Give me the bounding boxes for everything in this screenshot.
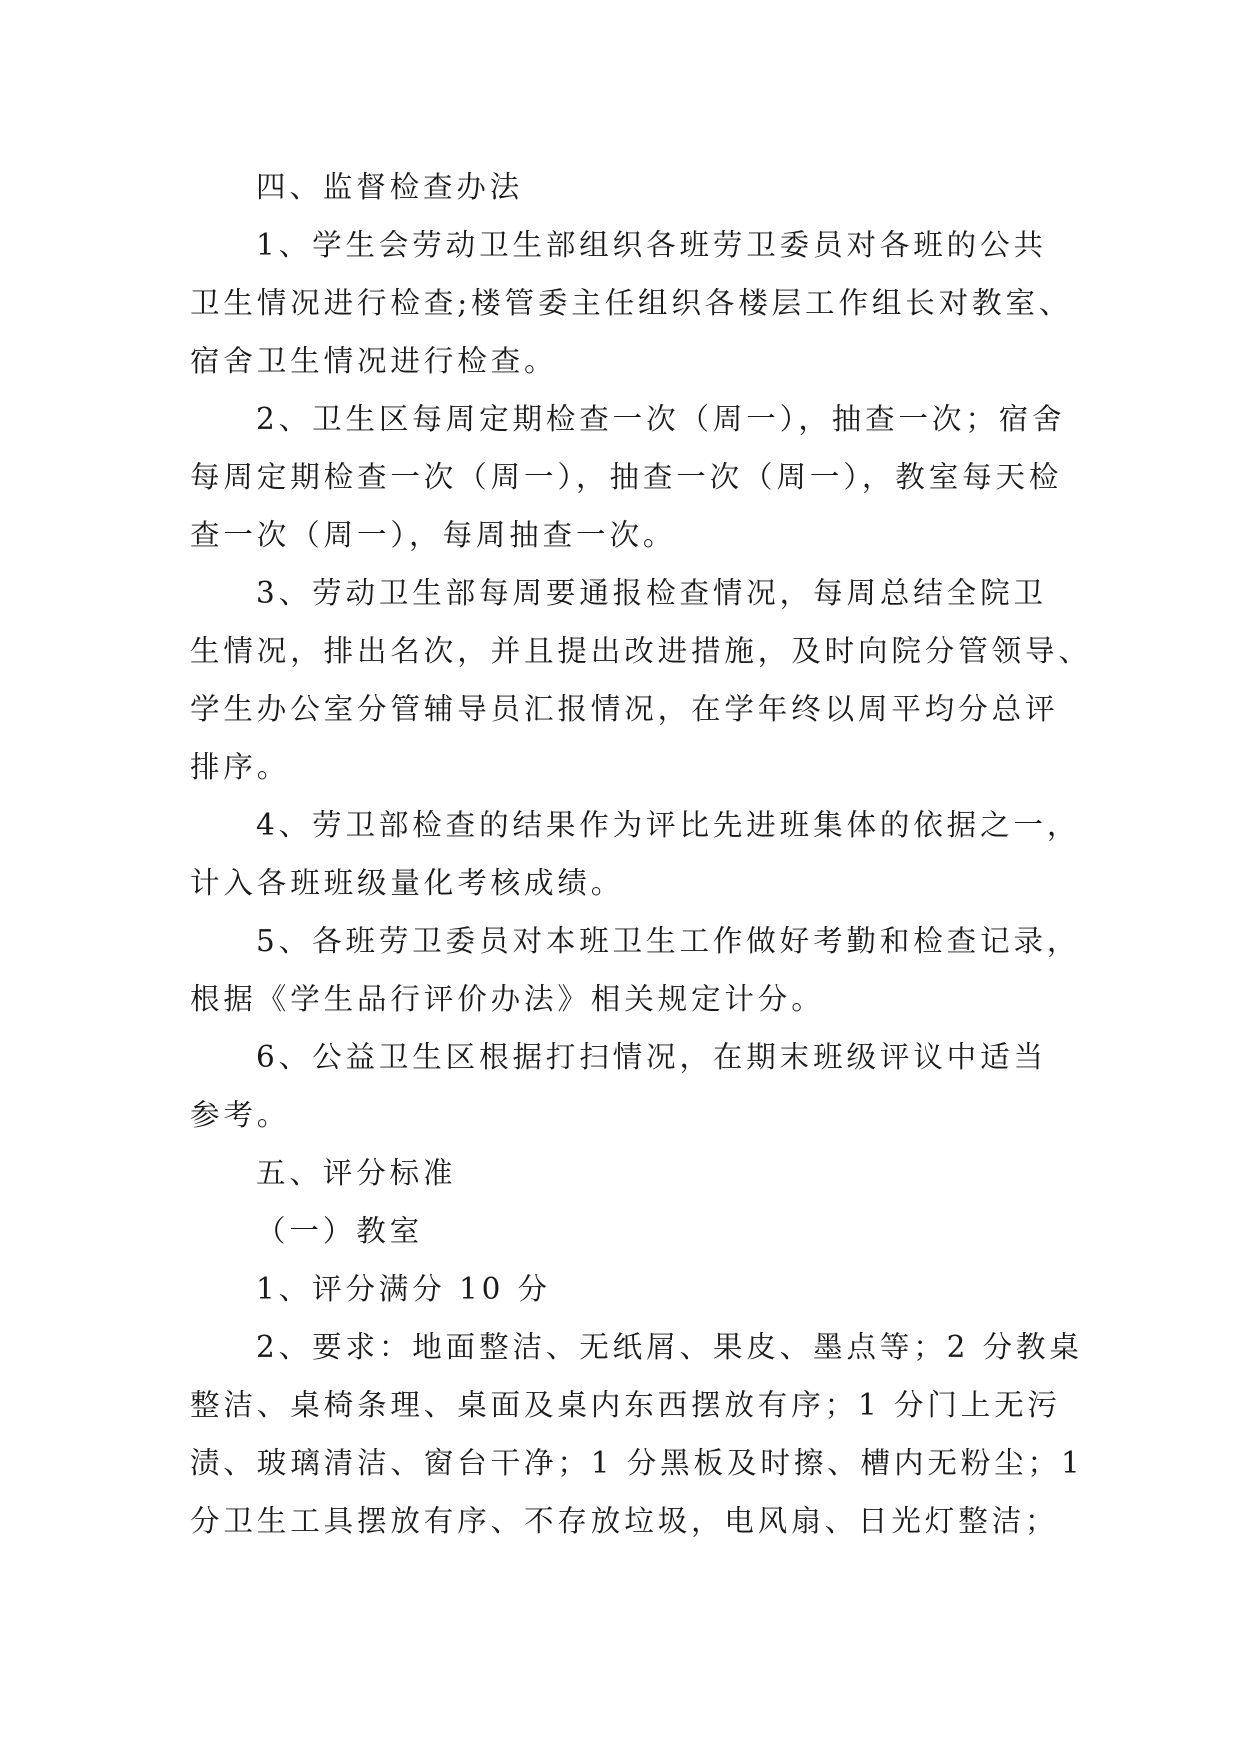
document-body xyxy=(190,158,1090,1550)
text-line: 渍、玻璃清洁、窗台干净；1 分黑板及时擦、槽内无粉尘；1 xyxy=(190,1446,1084,1480)
text-line: 4、劳卫部检查的结果作为评比先进班集体的依据之一， xyxy=(256,808,1081,842)
paragraph xyxy=(190,796,1090,912)
paragraph xyxy=(190,158,1090,216)
text-line: 6、公益卫生区根据打扫情况，在期末班级评议中适当 xyxy=(256,1040,1047,1074)
paragraph xyxy=(190,1260,1090,1318)
paragraph xyxy=(190,564,1090,796)
text-line: 卫生情况进行检查;楼管委主任组织各楼层工作组长对教室、 xyxy=(190,286,1073,320)
text-line: 宿舍卫生情况进行检查。 xyxy=(190,344,558,378)
text-line: 参考。 xyxy=(190,1098,291,1132)
text-line: 学生办公室分管辅导员汇报情况，在学年终以周平均分总评 xyxy=(190,692,1059,726)
text-line: 1、评分满分 10 分 xyxy=(256,1272,551,1306)
paragraph xyxy=(190,1028,1090,1144)
text-line: 五、评分标准 xyxy=(256,1156,457,1190)
text-line: 5、各班劳卫委员对本班卫生工作做好考勤和检查记录， xyxy=(256,924,1081,958)
text-line: 2、卫生区每周定期检查一次（周一），抽查一次；宿舍 xyxy=(256,402,1066,436)
text-line: 排序。 xyxy=(190,750,291,784)
paragraph xyxy=(190,216,1090,390)
text-line: 计入各班班级量化考核成绩。 xyxy=(190,866,625,900)
text-line: 查一次（周一），每周抽查一次。 xyxy=(190,518,677,552)
text-line: 3、劳动卫生部每周要通报检查情况，每周总结全院卫 xyxy=(256,576,1047,610)
text-line: 四、监督检查办法 xyxy=(256,170,524,204)
paragraph xyxy=(190,1318,1090,1550)
text-line: 1、学生会劳动卫生部组织各班劳卫委员对各班的公共 xyxy=(256,228,1047,262)
text-line: 2、要求：地面整洁、无纸屑、果皮、墨点等；2 分教桌 xyxy=(256,1330,1083,1364)
paragraph xyxy=(190,1202,1090,1260)
text-line: 生情况，排出名次，并且提出改进措施，及时向院分管领导、 xyxy=(190,634,1092,668)
text-line: （一）教室 xyxy=(256,1214,424,1248)
text-line: 每周定期检查一次（周一），抽查一次（周一），教室每天检 xyxy=(190,460,1063,494)
text-line: 分卫生工具摆放有序、不存放垃圾，电风扇、日光灯整洁； xyxy=(190,1504,1059,1538)
text-line: 根据《学生品行评价办法》相关规定计分。 xyxy=(190,982,825,1016)
paragraph xyxy=(190,912,1090,1028)
paragraph xyxy=(190,1144,1090,1202)
text-line: 整洁、桌椅条理、桌面及桌内东西摆放有序；1 分门上无污 xyxy=(190,1388,1061,1422)
paragraph xyxy=(190,390,1090,564)
